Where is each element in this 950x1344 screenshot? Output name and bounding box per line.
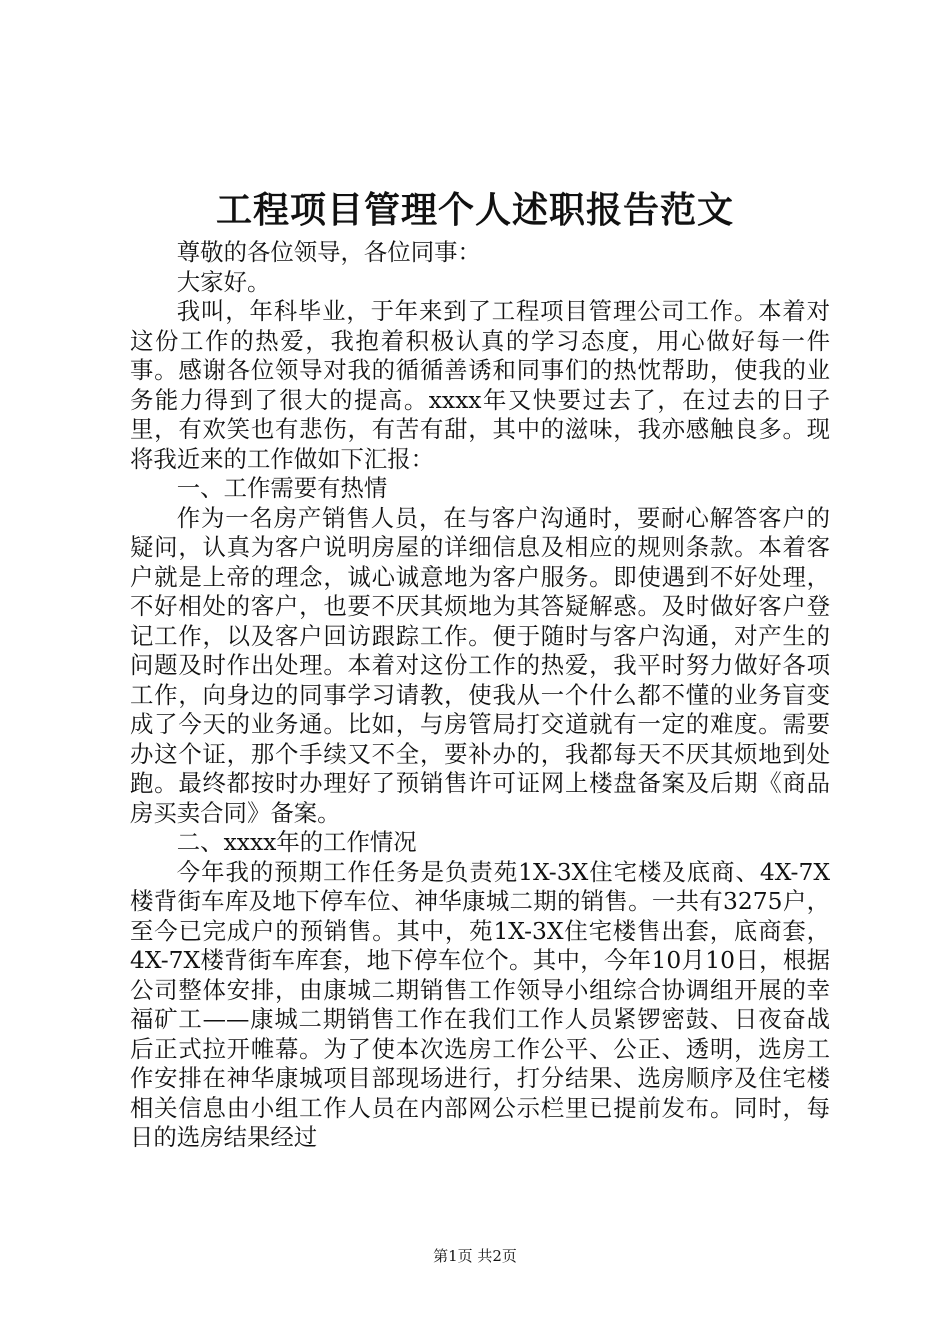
salutation: 尊敬的各位领导，各位同事： — [176, 238, 481, 266]
section-1-paragraph: 作为一名房产销售人员，在与客户沟通时，要耐心解答客户的疑问，认真为客户说明房屋的详细信息及相应的规则条款。本着客户就是上帝的理念，诚心诚意地为客户服务。即使遇到不好处理，不好相处的客户，也要不厌其烦地为其答疑解惑。及时做好客户登记工作，以及客户回访跟踪工作。便于随时与客户沟通，对产生的问题及时作出处理。本着对这份工作的热爱，我平时努力做好各项工作，向身边的同事学习请教，使我从一个什么都不懂的业务盲变成了今天的业务通。比如，与房管局打交道就有一定的难度。需要办这个证，那个手续又不全，要补办的，我都每天不厌其烦地到处跑。最终都按时办理好了预销售许可证网上楼盘备案及后期《商品房买卖合同》备案。 — [130, 503, 830, 827]
page-footer: 第1页 共2页 — [433, 1247, 517, 1265]
section-2-paragraph: 今年我的预期工作任务是负责苑1X-3X住宅楼及底商、4X-7X楼背街车库及地下停车位、神华康城二期的销售。一共有3275户，至今已完成户的预销售。其中，苑1X-3X住宅楼售出套，底商套，4X-7X楼背街车库套，地下停车位个。其中，今年10月10日，根据公司整体安排，由康城二期销售工作领导小组综合协调组开展的幸福矿工——康城二期销售工作在我们工作人员紧锣密鼓、日夜奋战后正式拉开帷幕。为了使本次选房工作公平、公正、透明，选房工作安排在神华康城项目部现场进行，打分结果、选房顺序及住宅楼相关信息由小组工作人员在内部网公示栏里已提前发布。同时，每日的选房结果经过 — [130, 857, 830, 1151]
document-body — [130, 238, 830, 1153]
document-title: 工程项目管理个人述职报告范文 — [215, 189, 734, 231]
section-heading-1: 一、工作需要有热情 — [176, 474, 388, 502]
greeting: 大家好。 — [176, 267, 271, 296]
intro-paragraph: 我叫，年科毕业，于年来到了工程项目管理公司工作。本着对这份工作的热爱，我抱着积极认真的学习态度，用心做好每一件事。感谢各位领导对我的循循善诱和同事们的热忱帮助，使我的业务能力得到了很大的提高。xxxx年又快要过去了，在过去的日子里，有欢笑也有悲伤，有苦有甜，其中的滋味，我亦感触良多。现将我近来的工作做如下汇报： — [130, 297, 830, 473]
section-heading-2: 二、xxxx年的工作情况 — [176, 828, 417, 856]
